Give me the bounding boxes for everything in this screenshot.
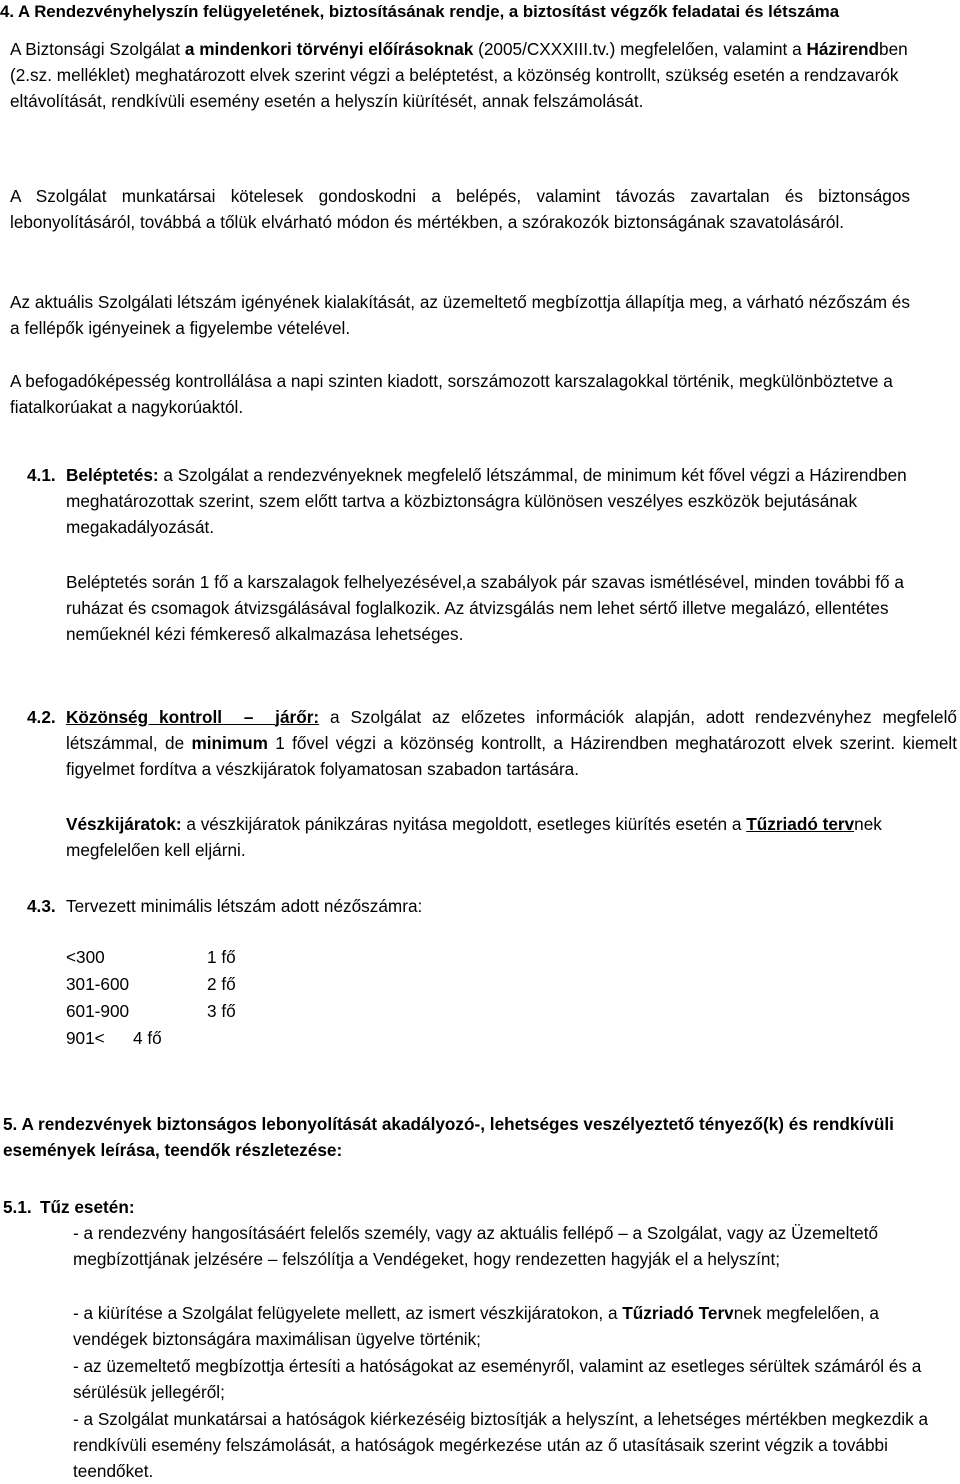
staffing-range: 301-600 bbox=[66, 974, 130, 994]
fire-step-notify-authorities: - az üzemeltető megbízottja értesíti a hatóságokat az eseményről, valamint az esetleges sérültek számáról és a sérülésük jellegéről; bbox=[73, 1356, 922, 1402]
staffing-range: <300 bbox=[66, 947, 105, 967]
section-5-1-number: 5.1. bbox=[3, 1197, 32, 1217]
staffing-staff: 2 fő bbox=[207, 974, 236, 994]
staffing-range: 901< bbox=[66, 1028, 105, 1048]
fire-step-secure-site: - a Szolgálat munkatársai a hatóságok kiérkezéséig biztosítják a helyszínt, a lehetséges mértékben megkezdik a rendkívüli esemény felszámolását, a hatóságok megérkezése után az ő utasításaik szerint végzik a további teendőket. bbox=[73, 1409, 929, 1481]
section-4-1-entry: Beléptetés: a Szolgálat a rendezvényeknek megfelelő létszámmal, de minimum két fővel végzi a Házirendben meghatározottak szerint, szem előtt tartva a közbiztonságra különösen veszélyes eszközök bejutásának megakadályozását. bbox=[66, 465, 907, 537]
section-5-1-title: Tűz esetén: bbox=[40, 1197, 135, 1217]
fire-step-evacuation: - a kiürítése a Szolgálat felügyelete mellett, az ismert vészkijáratokon, a Tűzriadó Tervnek megfelelően, a vendégek biztonságára maximálisan ügyelve történik; bbox=[73, 1303, 879, 1349]
section-4-1-number: 4.1. bbox=[27, 465, 56, 485]
paragraph-staff-duties: A Szolgálat munkatársai kötelesek gondoskodni a belépés, valamint távozás zavartalan és biztonságos lebonyolításáról, továbbá a tőlük elvárható módon és mértékben, a szórakozók biztonságának szavatolásáról. bbox=[10, 186, 910, 232]
staffing-staff: 4 fő bbox=[133, 1028, 162, 1048]
house-rules-text: Házirend bbox=[806, 39, 880, 59]
minimum-text: minimum bbox=[191, 733, 268, 753]
section-4-2-number: 4.2. bbox=[27, 707, 56, 727]
crowd-control-title: Közönség kontroll bbox=[66, 707, 223, 727]
staffing-range: 601-900 bbox=[66, 1001, 130, 1021]
entry-title: Beléptetés: bbox=[66, 465, 159, 485]
patrol-title: járőr: bbox=[275, 707, 320, 727]
staffing-staff: 3 fő bbox=[207, 1001, 236, 1021]
section-5-heading: 5. A rendezvények biztonságos lebonyolítását akadályozó-, lehetséges veszélyeztető tényező(k) és rendkívüli események leírása, teendők részletezése: bbox=[3, 1114, 894, 1160]
section-4-2-crowd-control: Közönség kontroll – járőr: a Szolgálat az előzetes információk alapján, adott rendezvényhez megfelelő létszámmal, de minimum 1 fővel végzi a közönség kontrollt, a Házirendben meghatározott elvek szerint. kiemelt figyelmet fordítva a vészkijáratok folyamatosan szabadon tartására. bbox=[66, 707, 957, 779]
section-4-1-entry-details: Beléptetés során 1 fő a karszalagok felhelyezésével,a szabályok pár szavas ismétlésével, minden további fő a ruházat és csomagok átvizsgálásával foglalkozik. Az átvizsgálás nem lehet sértő illetve megalázó, ellentétes neműeknél kézi fémkereső alkalmazása lehetséges. bbox=[66, 572, 904, 644]
staffing-staff: 1 fő bbox=[207, 947, 236, 967]
fire-alarm-plan-bold: Tűzriadó Terv bbox=[622, 1303, 734, 1323]
paragraph-staff-count: Az aktuális Szolgálati létszám igényének kialakítását, az üzemeltető megbízottja állapítja meg, a várható nézőszám és a fellépők igényeinek a figyelembe vételével. bbox=[10, 292, 910, 338]
section-4-2-emergency-exits: Vészkijáratok: a vészkijáratok pánikzáras nyitása megoldott, esetleges kiürítés esetén a Tűzriadó tervnek megfelelően kell eljárni. bbox=[66, 814, 882, 860]
fire-alarm-plan-text: Tűzriadó terv bbox=[746, 814, 855, 834]
emergency-exits-label: Vészkijáratok: bbox=[66, 814, 182, 834]
legal-requirements-text: a mindenkori törvényi előírásoknak bbox=[184, 39, 474, 59]
section-4-heading: 4. A Rendezvényhelyszín felügyeletének, biztosításának rendje, a biztosítást végzők feladatai és létszáma bbox=[0, 2, 840, 21]
fire-step-announcement: - a rendezvény hangosításáért felelős személy, vagy az aktuális fellépő – a Szolgálat, vagy az Üzemeltető megbízottjának jelzésére – felszólítja a Vendégeket, hogy rendezetten hagyják el a helyszínt; bbox=[73, 1223, 879, 1269]
paragraph-security-service: A Biztonsági Szolgálat a mindenkori törvényi előírásoknak (2005/CXXXIII.tv.) megfelelően, valamint a Házirendben (2.sz. melléklet) meghatározott elvek szerint végzi a beléptetést, a közönség kontrollt, szükség esetén a rendzavarók eltávolítását, rendkívüli esemény esetén a helyszín kiürítését, annak felszámolását. bbox=[10, 39, 908, 111]
section-4-3-number: 4.3. bbox=[27, 896, 56, 916]
section-4-3-title: Tervezett minimális létszám adott nézőszámra: bbox=[66, 896, 423, 916]
paragraph-capacity-control: A befogadóképesség kontrollálása a napi szinten kiadott, sorszámozott karszalagokkal történik, megkülönböztetve a fiatalkorúakat a nagykorúaktól. bbox=[10, 371, 893, 417]
